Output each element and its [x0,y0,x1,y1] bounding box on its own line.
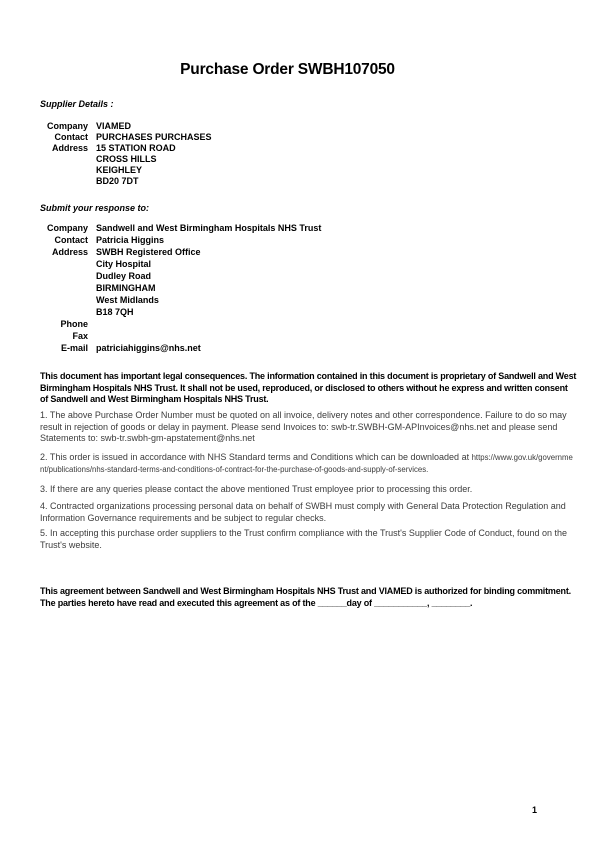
submit-contact-value: Patricia Higgins [96,235,165,245]
company-label: Company [46,223,88,233]
submit-address-line: City Hospital [96,259,152,269]
term-4: 4. Contracted organizations processing personal data on behalf of SWBH must comply with General Data Protection Regulation and Information Governance requirements and be subject to regular checks. [40,501,566,523]
submit-email-value: patriciahiggins@nhs.net [96,343,201,353]
company-label: Company [46,121,88,131]
page-number: 1 [532,805,538,815]
submit-address-row [40,294,321,306]
contact-label: Contact [54,132,88,142]
spacer-label [40,282,88,294]
page-title: Purchase Order SWBH107050 [180,61,395,78]
term-3: 3. If there are any queries please contact the above mentioned Trust employee prior to processing this order. [40,484,473,494]
submit-contact-row [40,234,321,246]
term-2-url: https://www.gov.uk/government/publications/nhs-standard-terms-and-conditions-of-contract-for-the-purchase-of-goods-and-supply-of-services. [40,453,573,474]
supplier-address-line: BD20 7DT [96,176,139,186]
supplier-address-row [40,154,212,165]
submit-address-line: West Midlands [96,295,159,305]
spacer-label [40,270,88,282]
submit-email-row [40,342,321,354]
submit-fax-row [40,330,321,342]
submit-company-value: Sandwell and West Birmingham Hospitals NHS Trust [96,223,322,233]
submit-address-line: B18 7QH [96,307,134,317]
supplier-address-row [40,165,212,176]
supplier-address-row [40,176,212,187]
spacer-label [40,176,88,187]
submit-address-line: BIRMINGHAM [96,283,156,293]
supplier-address-line: 15 STATION ROAD [96,143,176,153]
spacer-label [40,258,88,270]
email-label: E-mail [60,343,88,353]
spacer-label [40,294,88,306]
submit-phone-row [40,318,321,330]
phone-label: Phone [60,319,88,329]
proprietary-notice: This document has important legal consequences. The information contained in this document is proprietary of Sandwell and West Birmingham Hospitals NHS Trust. It shall not be used, reproduced, or disclosed to others without he express and written consent of Sandwell and West Birmingham Hospitals NHS Trust. [40,371,577,404]
submit-address-row [40,258,321,270]
spacer-label [40,165,88,176]
submit-address-row [40,282,321,294]
supplier-address-line: KEIGHLEY [96,165,143,175]
submit-company-row [40,222,321,234]
submit-response-block [40,222,321,354]
term-2-text: 2. This order is issued in accordance with NHS Standard terms and Conditions which can be downloaded at [40,452,472,462]
address-label: Address [51,247,88,257]
fax-label: Fax [72,331,88,341]
submit-address-row [40,246,321,258]
submit-address-row [40,270,321,282]
contact-label: Contact [54,235,88,245]
term-5: 5. In accepting this purchase order suppliers to the Trust confirm compliance with the Trust's Supplier Code of Conduct, found on the Trust's website. [40,528,568,550]
supplier-company-row [40,121,212,132]
supplier-contact-row [40,132,212,143]
supplier-details-heading: Supplier Details : [40,99,114,109]
submit-address-line: Dudley Road [96,271,152,281]
term-1: 1. The above Purchase Order Number must be quoted on all invoice, delivery notes and other correspondence. Failure to do so may result in rejection of goods or delay in payment. Please send Invoices to: swb-tr.SWBH-GM-APInvoices@nhs.net and please send Statements to: swb-tr.swbh-gm-apstatement@nhs.net [40,410,567,443]
submit-address-line: SWBH Registered Office [96,247,201,257]
supplier-company-value: VIAMED [96,121,132,131]
submit-address-row [40,306,321,318]
spacer-label [40,154,88,165]
supplier-contact-value: PURCHASES PURCHASES [96,132,212,142]
spacer-label [40,306,88,318]
submit-response-heading: Submit your response to: [40,203,150,213]
agreement-statement: This agreement between Sandwell and West Birmingham Hospitals NHS Trust and VIAMED is authorized for binding commitment. The parties hereto have read and executed this agreement as of the ______day of ___________, ________. [40,586,571,608]
term-2 [40,452,577,475]
supplier-address-line: CROSS HILLS [96,154,157,164]
supplier-details-block [40,121,212,187]
supplier-address-row [40,143,212,154]
address-label: Address [51,143,88,153]
